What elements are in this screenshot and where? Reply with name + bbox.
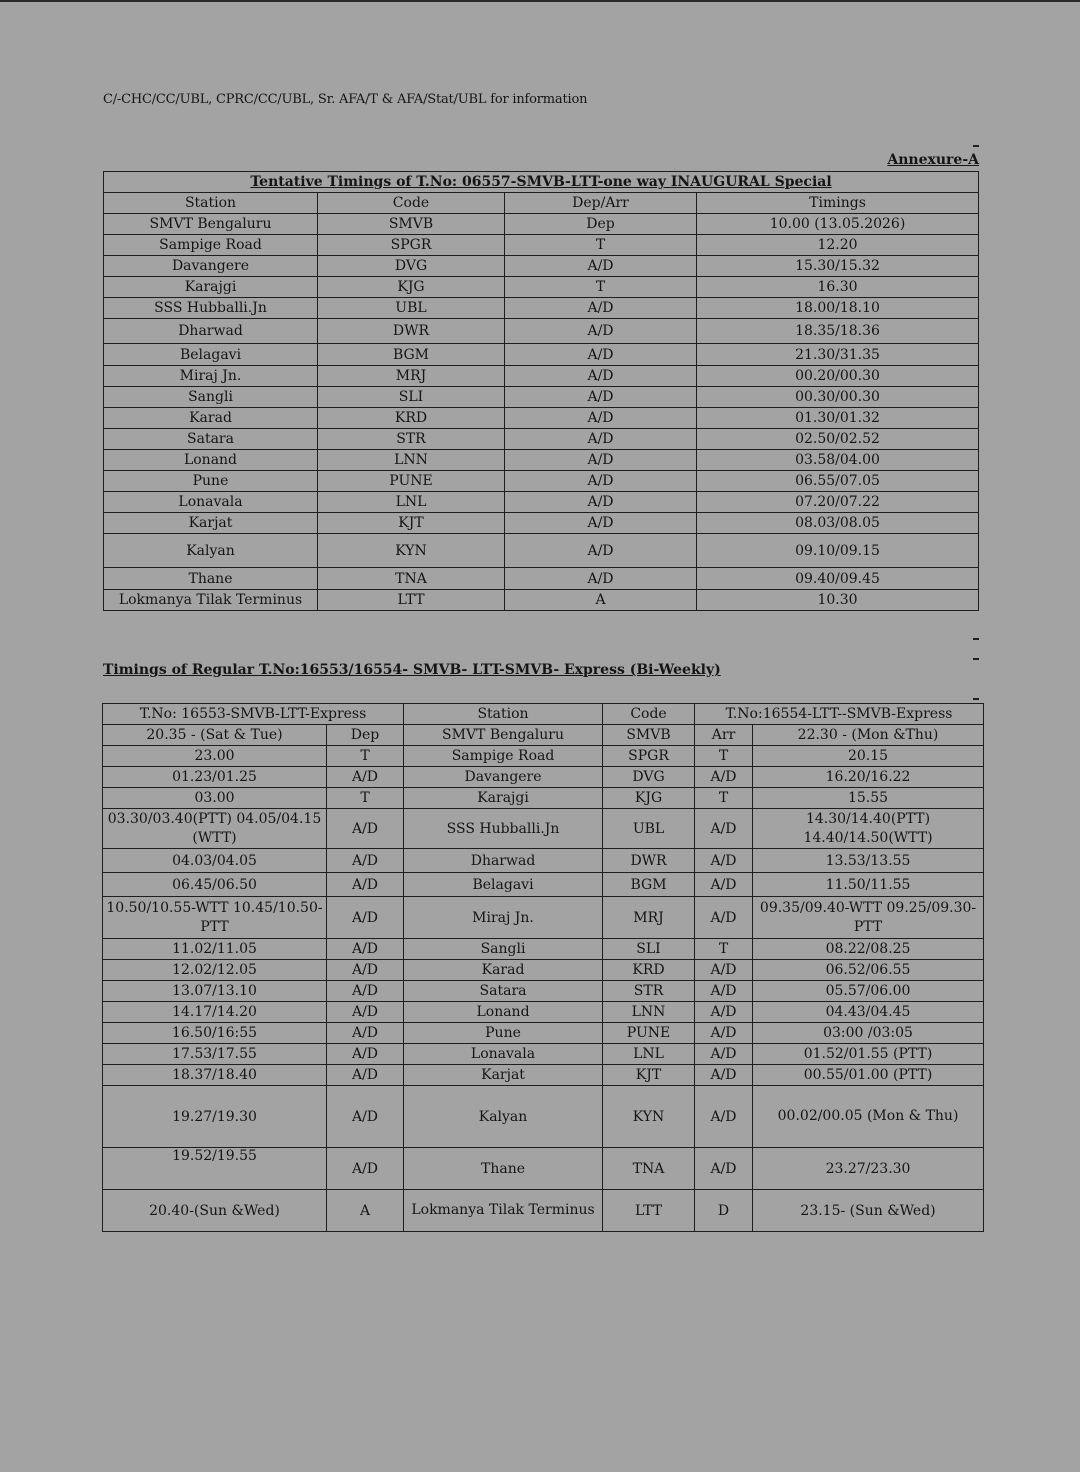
up-timing-cell: 06.52/06.55 xyxy=(753,960,984,981)
dep-arr-cell: A/D xyxy=(505,256,697,277)
table-row xyxy=(103,939,984,960)
table-row xyxy=(103,1044,984,1065)
up-dep-arr-cell: T xyxy=(695,939,753,960)
down-dep-arr-cell: A/D xyxy=(327,809,404,849)
dep-arr-cell: A/D xyxy=(505,471,697,492)
up-timing-cell: 22.30 - (Mon &Thu) xyxy=(753,725,984,746)
table-row xyxy=(103,1002,984,1023)
code-cell: LNN xyxy=(603,1002,695,1023)
station-cell: Pune xyxy=(404,1023,603,1044)
station-cell: Karad xyxy=(404,960,603,981)
down-dep-arr-cell: A/D xyxy=(327,939,404,960)
down-timing-cell: 19.52/19.55 xyxy=(103,1148,327,1190)
station-cell: Thane xyxy=(104,568,318,590)
up-dep-arr-cell: A/D xyxy=(695,873,753,897)
timing-cell: 10.30 xyxy=(697,590,979,611)
table-row xyxy=(103,788,984,809)
table-row xyxy=(103,1065,984,1086)
station-cell: Miraj Jn. xyxy=(404,897,603,939)
station-cell: Belagavi xyxy=(104,344,318,366)
up-timing-cell: 15.55 xyxy=(753,788,984,809)
station-cell: Dharwad xyxy=(104,319,318,344)
up-timing-cell: 14.30/14.40(PTT) 14.40/14.50(WTT) xyxy=(753,809,984,849)
station-cell: SSS Hubballi.Jn xyxy=(104,298,318,319)
table-row xyxy=(104,387,979,408)
station-cell: Lokmanya Tilak Terminus xyxy=(104,590,318,611)
table-row xyxy=(104,429,979,450)
up-dep-arr-cell: Arr xyxy=(695,725,753,746)
table-row xyxy=(103,960,984,981)
code-cell: KJG xyxy=(318,277,505,298)
up-timing-cell: 23.27/23.30 xyxy=(753,1148,984,1190)
dep-arr-cell: A/D xyxy=(505,568,697,590)
station-cell: Kalyan xyxy=(104,534,318,568)
column-header-code: Code xyxy=(603,704,695,725)
table-row xyxy=(103,1023,984,1044)
margin-mark xyxy=(973,145,979,147)
station-cell: Karjat xyxy=(104,513,318,534)
code-cell: PUNE xyxy=(318,471,505,492)
timing-cell: 09.10/09.15 xyxy=(697,534,979,568)
station-cell: Belagavi xyxy=(404,873,603,897)
up-dep-arr-cell: A/D xyxy=(695,809,753,849)
down-dep-arr-cell: A/D xyxy=(327,897,404,939)
dep-arr-cell: A/D xyxy=(505,492,697,513)
timing-cell: 00.20/00.30 xyxy=(697,366,979,387)
dep-arr-cell: A/D xyxy=(505,366,697,387)
code-cell: KJT xyxy=(318,513,505,534)
up-timing-cell: 01.52/01.55 (PTT) xyxy=(753,1044,984,1065)
station-cell: Lonavala xyxy=(404,1044,603,1065)
up-dep-arr-cell: A/D xyxy=(695,1023,753,1044)
down-dep-arr-cell: A/D xyxy=(327,1002,404,1023)
code-cell: PUNE xyxy=(603,1023,695,1044)
table-row xyxy=(104,256,979,277)
code-cell: DWR xyxy=(603,849,695,873)
station-cell: Dharwad xyxy=(404,849,603,873)
table-row xyxy=(104,366,979,387)
code-cell: LNL xyxy=(318,492,505,513)
code-cell: LNL xyxy=(603,1044,695,1065)
station-cell: Pune xyxy=(104,471,318,492)
timing-cell: 16.30 xyxy=(697,277,979,298)
table-row xyxy=(103,767,984,788)
up-dep-arr-cell: A/D xyxy=(695,897,753,939)
down-timing-cell: 23.00 xyxy=(103,746,327,767)
code-cell: SMVB xyxy=(318,214,505,235)
code-cell: MRJ xyxy=(603,897,695,939)
up-dep-arr-cell: A/D xyxy=(695,1148,753,1190)
down-dep-arr-cell: A/D xyxy=(327,1065,404,1086)
up-timing-cell: 03:00 /03:05 xyxy=(753,1023,984,1044)
column-header-down-train: T.No: 16553-SMVB-LTT-Express xyxy=(103,704,404,725)
down-dep-arr-cell: T xyxy=(327,746,404,767)
code-cell: KRD xyxy=(603,960,695,981)
timing-cell: 03.58/04.00 xyxy=(697,450,979,471)
code-cell: UBL xyxy=(318,298,505,319)
table-row xyxy=(104,235,979,256)
code-cell: KJG xyxy=(603,788,695,809)
annexure-heading: Annexure-A xyxy=(887,152,979,168)
down-dep-arr-cell: A/D xyxy=(327,960,404,981)
regular-express-timings-table xyxy=(102,703,984,1232)
column-header-station: Station xyxy=(104,193,318,214)
table-row xyxy=(104,408,979,429)
station-cell: Kalyan xyxy=(404,1086,603,1148)
table-row xyxy=(103,725,984,746)
down-timing-cell: 17.53/17.55 xyxy=(103,1044,327,1065)
inaugural-special-timings-table xyxy=(103,171,979,611)
table-row xyxy=(104,513,979,534)
margin-mark xyxy=(973,698,979,700)
down-dep-arr-cell: A/D xyxy=(327,767,404,788)
down-dep-arr-cell: Dep xyxy=(327,725,404,746)
code-cell: KRD xyxy=(318,408,505,429)
timing-cell: 00.30/00.30 xyxy=(697,387,979,408)
code-cell: TNA xyxy=(603,1148,695,1190)
table-row xyxy=(103,1086,984,1148)
table-row xyxy=(103,981,984,1002)
table-row xyxy=(103,1148,984,1190)
code-cell: DVG xyxy=(603,767,695,788)
dep-arr-cell: A/D xyxy=(505,408,697,429)
station-cell: Lonavala xyxy=(104,492,318,513)
station-cell: Lokmanya Tilak Terminus xyxy=(404,1190,603,1232)
down-timing-cell: 01.23/01.25 xyxy=(103,767,327,788)
dep-arr-cell: Dep xyxy=(505,214,697,235)
table-row xyxy=(103,873,984,897)
down-dep-arr-cell: A/D xyxy=(327,981,404,1002)
down-dep-arr-cell: A/D xyxy=(327,1086,404,1148)
up-dep-arr-cell: A/D xyxy=(695,1065,753,1086)
station-cell: Karad xyxy=(104,408,318,429)
code-cell: SPGR xyxy=(603,746,695,767)
down-dep-arr-cell: A/D xyxy=(327,873,404,897)
station-cell: Satara xyxy=(404,981,603,1002)
station-cell: Lonand xyxy=(104,450,318,471)
dep-arr-cell: T xyxy=(505,235,697,256)
code-cell: MRJ xyxy=(318,366,505,387)
column-header-up-train: T.No:16554-LTT--SMVB-Express xyxy=(695,704,984,725)
up-timing-cell: 09.35/09.40-WTT 09.25/09.30-PTT xyxy=(753,897,984,939)
code-cell: KYN xyxy=(318,534,505,568)
station-cell: Satara xyxy=(104,429,318,450)
dep-arr-cell: A/D xyxy=(505,344,697,366)
code-cell: LTT xyxy=(603,1190,695,1232)
timing-cell: 06.55/07.05 xyxy=(697,471,979,492)
dep-arr-cell: A/D xyxy=(505,298,697,319)
up-timing-cell: 08.22/08.25 xyxy=(753,939,984,960)
table-row xyxy=(104,568,979,590)
code-cell: DWR xyxy=(318,319,505,344)
up-timing-cell: 11.50/11.55 xyxy=(753,873,984,897)
down-dep-arr-cell: A/D xyxy=(327,1148,404,1190)
table-row xyxy=(104,590,979,611)
page-top-border xyxy=(0,0,1080,2)
timing-cell: 18.00/18.10 xyxy=(697,298,979,319)
station-cell: Davangere xyxy=(404,767,603,788)
code-cell: STR xyxy=(318,429,505,450)
code-cell: BGM xyxy=(318,344,505,366)
up-timing-cell: 16.20/16.22 xyxy=(753,767,984,788)
down-timing-cell: 14.17/14.20 xyxy=(103,1002,327,1023)
code-cell: TNA xyxy=(318,568,505,590)
timing-cell: 08.03/08.05 xyxy=(697,513,979,534)
table-row xyxy=(103,897,984,939)
dep-arr-cell: A/D xyxy=(505,387,697,408)
down-timing-cell: 18.37/18.40 xyxy=(103,1065,327,1086)
up-dep-arr-cell: A/D xyxy=(695,1044,753,1065)
code-cell: KYN xyxy=(603,1086,695,1148)
code-cell: SMVB xyxy=(603,725,695,746)
up-dep-arr-cell: T xyxy=(695,788,753,809)
table-row xyxy=(103,1190,984,1232)
table-row xyxy=(104,277,979,298)
station-cell: Miraj Jn. xyxy=(104,366,318,387)
down-timing-cell: 03.00 xyxy=(103,788,327,809)
station-cell: Thane xyxy=(404,1148,603,1190)
up-dep-arr-cell: A/D xyxy=(695,849,753,873)
table-row xyxy=(104,214,979,235)
table-row xyxy=(104,298,979,319)
up-timing-cell: 00.55/01.00 (PTT) xyxy=(753,1065,984,1086)
down-timing-cell: 12.02/12.05 xyxy=(103,960,327,981)
down-timing-cell: 11.02/11.05 xyxy=(103,939,327,960)
up-dep-arr-cell: A/D xyxy=(695,1002,753,1023)
down-timing-cell: 03.30/03.40(PTT) 04.05/04.15 (WTT) xyxy=(103,809,327,849)
timing-cell: 18.35/18.36 xyxy=(697,319,979,344)
station-cell: SSS Hubballi.Jn xyxy=(404,809,603,849)
station-cell: Davangere xyxy=(104,256,318,277)
dep-arr-cell: A/D xyxy=(505,513,697,534)
table-row xyxy=(104,471,979,492)
table-row xyxy=(103,849,984,873)
up-timing-cell: 05.57/06.00 xyxy=(753,981,984,1002)
down-timing-cell: 04.03/04.05 xyxy=(103,849,327,873)
up-dep-arr-cell: D xyxy=(695,1190,753,1232)
up-timing-cell: 13.53/13.55 xyxy=(753,849,984,873)
table-row xyxy=(104,534,979,568)
column-header-code: Code xyxy=(318,193,505,214)
table-title: Tentative Timings of T.No: 06557-SMVB-LTT-one way INAUGURAL Special xyxy=(104,172,979,193)
timing-cell: 07.20/07.22 xyxy=(697,492,979,513)
timing-cell: 01.30/01.32 xyxy=(697,408,979,429)
table-row xyxy=(104,319,979,344)
margin-mark xyxy=(973,658,979,660)
column-header-timings: Timings xyxy=(697,193,979,214)
station-cell: Karajgi xyxy=(404,788,603,809)
timing-cell: 09.40/09.45 xyxy=(697,568,979,590)
up-dep-arr-cell: A/D xyxy=(695,981,753,1002)
table-row xyxy=(103,746,984,767)
table-row xyxy=(104,492,979,513)
column-header-dep-arr: Dep/Arr xyxy=(505,193,697,214)
up-dep-arr-cell: A/D xyxy=(695,960,753,981)
station-cell: Sangli xyxy=(404,939,603,960)
copy-to-line: C/-CHC/CC/UBL, CPRC/CC/UBL, Sr. AFA/T & AFA/Stat/UBL for information xyxy=(103,92,588,107)
down-timing-cell: 06.45/06.50 xyxy=(103,873,327,897)
down-dep-arr-cell: A/D xyxy=(327,849,404,873)
station-cell: Sampige Road xyxy=(104,235,318,256)
down-dep-arr-cell: T xyxy=(327,788,404,809)
station-cell: Sampige Road xyxy=(404,746,603,767)
code-cell: STR xyxy=(603,981,695,1002)
station-cell: SMVT Bengaluru xyxy=(404,725,603,746)
table-row xyxy=(103,809,984,849)
up-dep-arr-cell: T xyxy=(695,746,753,767)
regular-express-heading: Timings of Regular T.No:16553/16554- SMVB- LTT-SMVB- Express (Bi-Weekly) xyxy=(103,662,721,678)
code-cell: LNN xyxy=(318,450,505,471)
down-dep-arr-cell: A/D xyxy=(327,1023,404,1044)
code-cell: UBL xyxy=(603,809,695,849)
up-timing-cell: 04.43/04.45 xyxy=(753,1002,984,1023)
dep-arr-cell: A xyxy=(505,590,697,611)
dep-arr-cell: A/D xyxy=(505,534,697,568)
up-timing-cell: 20.15 xyxy=(753,746,984,767)
code-cell: BGM xyxy=(603,873,695,897)
margin-mark xyxy=(973,638,979,640)
column-header-station: Station xyxy=(404,704,603,725)
down-timing-cell: 13.07/13.10 xyxy=(103,981,327,1002)
code-cell: SPGR xyxy=(318,235,505,256)
code-cell: LTT xyxy=(318,590,505,611)
up-dep-arr-cell: A/D xyxy=(695,767,753,788)
station-cell: Karajgi xyxy=(104,277,318,298)
station-cell: SMVT Bengaluru xyxy=(104,214,318,235)
dep-arr-cell: A/D xyxy=(505,450,697,471)
station-cell: Karjat xyxy=(404,1065,603,1086)
up-dep-arr-cell: A/D xyxy=(695,1086,753,1148)
code-cell: SLI xyxy=(603,939,695,960)
down-timing-cell: 20.35 - (Sat & Tue) xyxy=(103,725,327,746)
down-dep-arr-cell: A xyxy=(327,1190,404,1232)
dep-arr-cell: T xyxy=(505,277,697,298)
down-timing-cell: 16.50/16:55 xyxy=(103,1023,327,1044)
down-timing-cell: 19.27/19.30 xyxy=(103,1086,327,1148)
timing-cell: 12.20 xyxy=(697,235,979,256)
code-cell: DVG xyxy=(318,256,505,277)
timing-cell: 02.50/02.52 xyxy=(697,429,979,450)
down-timing-cell: 10.50/10.55-WTT 10.45/10.50-PTT xyxy=(103,897,327,939)
code-cell: KJT xyxy=(603,1065,695,1086)
station-cell: Lonand xyxy=(404,1002,603,1023)
timing-cell: 15.30/15.32 xyxy=(697,256,979,277)
up-timing-cell: 00.02/00.05 (Mon & Thu) xyxy=(753,1086,984,1148)
table-row xyxy=(104,344,979,366)
table-row xyxy=(104,450,979,471)
down-dep-arr-cell: A/D xyxy=(327,1044,404,1065)
dep-arr-cell: A/D xyxy=(505,319,697,344)
timing-cell: 21.30/31.35 xyxy=(697,344,979,366)
up-timing-cell: 23.15- (Sun &Wed) xyxy=(753,1190,984,1232)
down-timing-cell: 20.40-(Sun &Wed) xyxy=(103,1190,327,1232)
code-cell: SLI xyxy=(318,387,505,408)
station-cell: Sangli xyxy=(104,387,318,408)
timing-cell: 10.00 (13.05.2026) xyxy=(697,214,979,235)
dep-arr-cell: A/D xyxy=(505,429,697,450)
